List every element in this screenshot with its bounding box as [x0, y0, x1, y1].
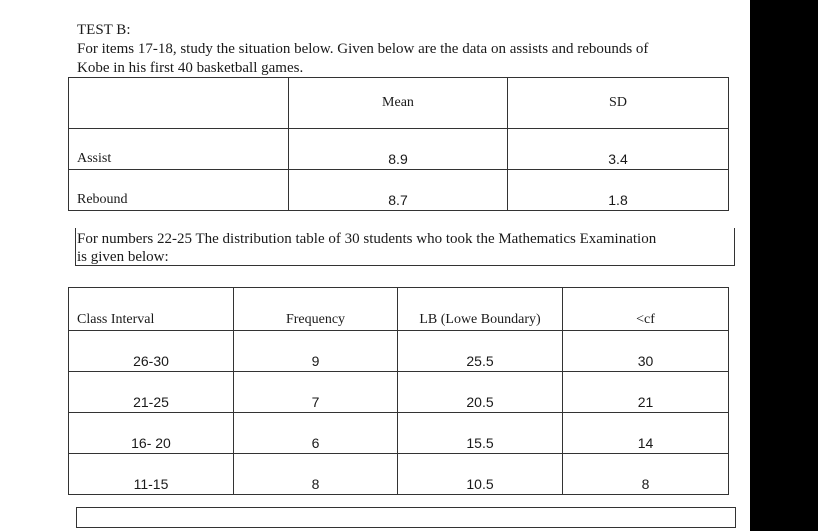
header-lower-boundary: LB (Lowe Boundary) [398, 288, 563, 331]
header-cumulative-frequency: <cf [563, 288, 729, 331]
bottom-empty-box [76, 507, 736, 528]
class-interval-cell: 21-25 [69, 372, 234, 413]
stats-row-label: Assist [69, 129, 289, 170]
header-frequency: Frequency [234, 288, 398, 331]
class-interval-cell: 11-15 [69, 454, 234, 495]
stats-mean-value: 8.7 [289, 170, 508, 211]
lower-boundary-cell: 25.5 [398, 331, 563, 372]
class-interval-cell: 16- 20 [69, 413, 234, 454]
cumulative-frequency-cell: 30 [563, 331, 729, 372]
header-class-interval: Class Interval [69, 288, 234, 331]
stats-sd-value: 3.4 [508, 129, 729, 170]
stats-row-assist [69, 129, 729, 170]
frequency-cell: 7 [234, 372, 398, 413]
cumulative-frequency-cell: 8 [563, 454, 729, 495]
cumulative-frequency-cell: 14 [563, 413, 729, 454]
stats-header-sd: SD [508, 78, 729, 129]
lower-boundary-cell: 10.5 [398, 454, 563, 495]
stats-header-blank [69, 78, 289, 129]
stats-mean-value: 8.9 [289, 129, 508, 170]
distribution-header-row [69, 288, 729, 331]
cumulative-frequency-cell: 21 [563, 372, 729, 413]
class-interval-cell: 26-30 [69, 331, 234, 372]
distribution-row [69, 413, 729, 454]
test-title: TEST B: [77, 22, 131, 38]
stats-sd-value: 1.8 [508, 170, 729, 211]
intro-line-2: Kobe in his first 40 basketball games. [77, 60, 304, 76]
stats-header-mean: Mean [289, 78, 508, 129]
frequency-cell: 9 [234, 331, 398, 372]
lower-boundary-cell: 15.5 [398, 413, 563, 454]
stats-table [68, 77, 729, 211]
black-side-bar [750, 0, 818, 531]
intro-line-1: For items 17-18, study the situation below. Given below are the data on assists and rebounds of [77, 41, 649, 57]
lower-boundary-cell: 20.5 [398, 372, 563, 413]
distribution-row [69, 454, 729, 495]
stats-row-rebound [69, 170, 729, 211]
stats-row-label: Rebound [69, 170, 289, 211]
frequency-cell: 6 [234, 413, 398, 454]
stats-header-row [69, 78, 729, 129]
distribution-table [68, 287, 729, 495]
note-line-1: For numbers 22-25 The distribution table of 30 students who took the Mathematics Examination [77, 231, 657, 247]
distribution-row [69, 372, 729, 413]
distribution-row [69, 331, 729, 372]
frequency-cell: 8 [234, 454, 398, 495]
note-line-2: is given below: [77, 249, 169, 265]
